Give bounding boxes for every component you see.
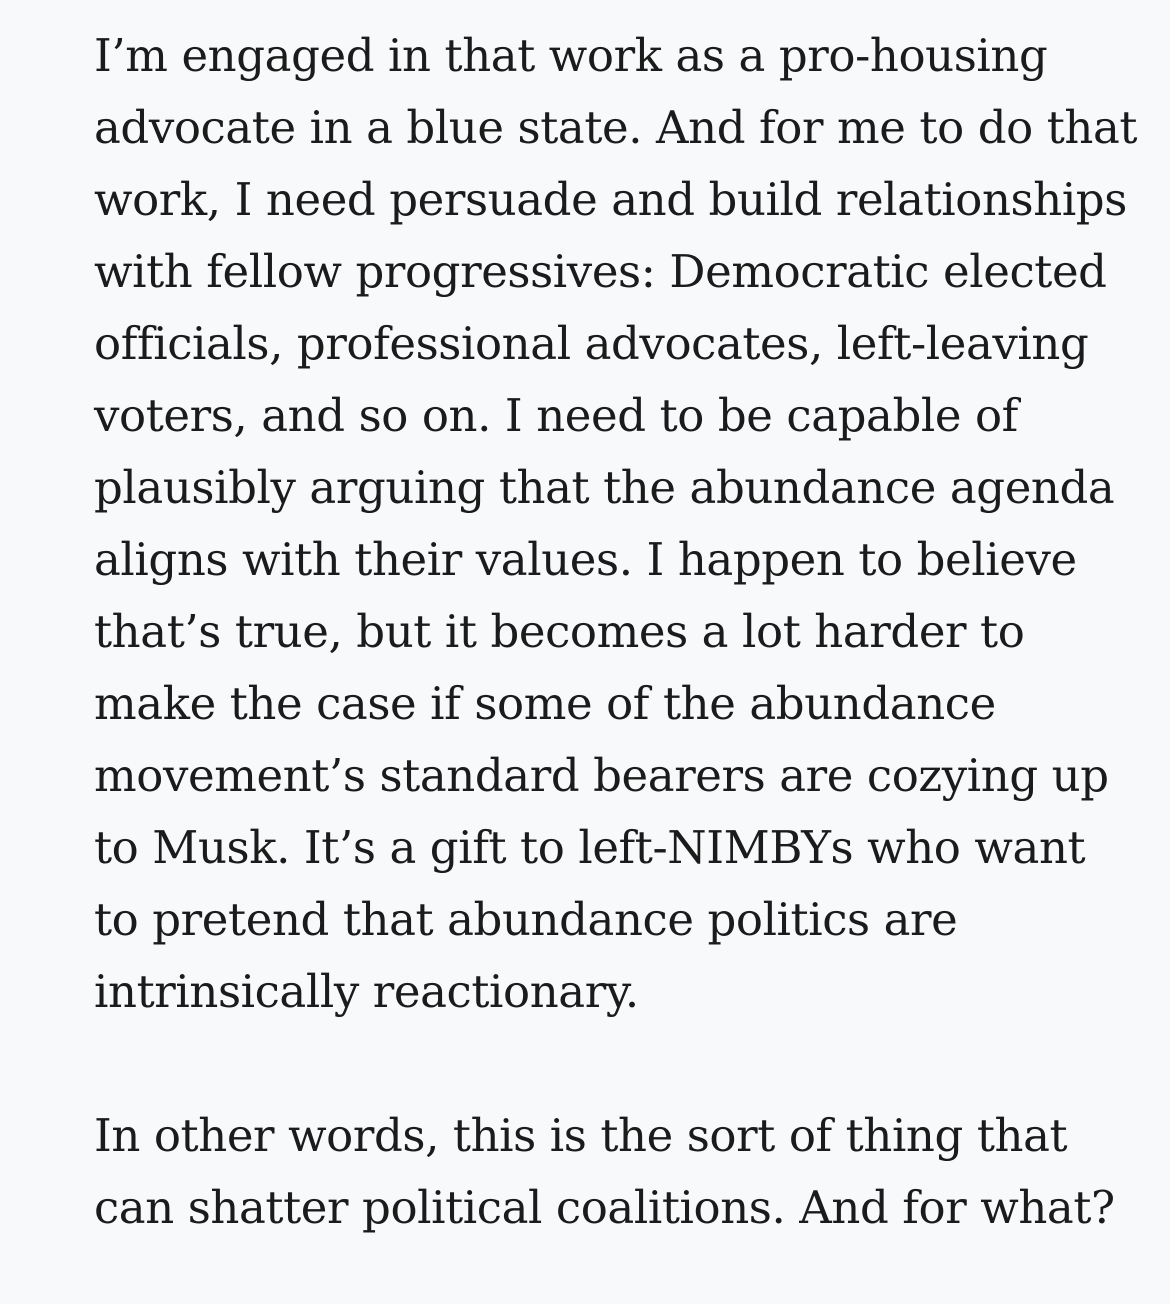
paragraph-line: voters, and so on. I need to be capable of: [94, 389, 1018, 442]
paragraph-line: I’m engaged in that work as a pro-housing: [94, 29, 1048, 82]
paragraph-line: In other words, this is the sort of thing that: [94, 1109, 1068, 1162]
paragraph-line: officials, professional advocates, left-leaving: [94, 317, 1089, 370]
paragraph-line: advocate in a blue state. And for me to do that: [94, 101, 1138, 154]
paragraph-line: can shatter political coalitions. And for what?: [94, 1181, 1115, 1234]
paragraph-line: intrinsically reactionary.: [94, 965, 639, 1018]
article-body: [94, 20, 1138, 1244]
paragraph-line: work, I need persuade and build relationships: [94, 173, 1127, 226]
paragraph-line: make the case if some of the abundance: [94, 677, 996, 730]
paragraph-line: with fellow progressives: Democratic elected: [94, 245, 1107, 298]
paragraph-line: aligns with their values. I happen to believe: [94, 533, 1077, 586]
paragraph-line: that’s true, but it becomes a lot harder to: [94, 605, 1025, 658]
paragraph-line: to pretend that abundance politics are: [94, 893, 958, 946]
paragraph-line: movement’s standard bearers are cozying up: [94, 749, 1109, 802]
paragraph-2: [94, 1100, 1115, 1244]
paragraph-line: plausibly arguing that the abundance agenda: [94, 461, 1115, 514]
paragraph-1: [94, 20, 1138, 1028]
paragraph-line: to Musk. It’s a gift to left-NIMBYs who want: [94, 821, 1086, 874]
